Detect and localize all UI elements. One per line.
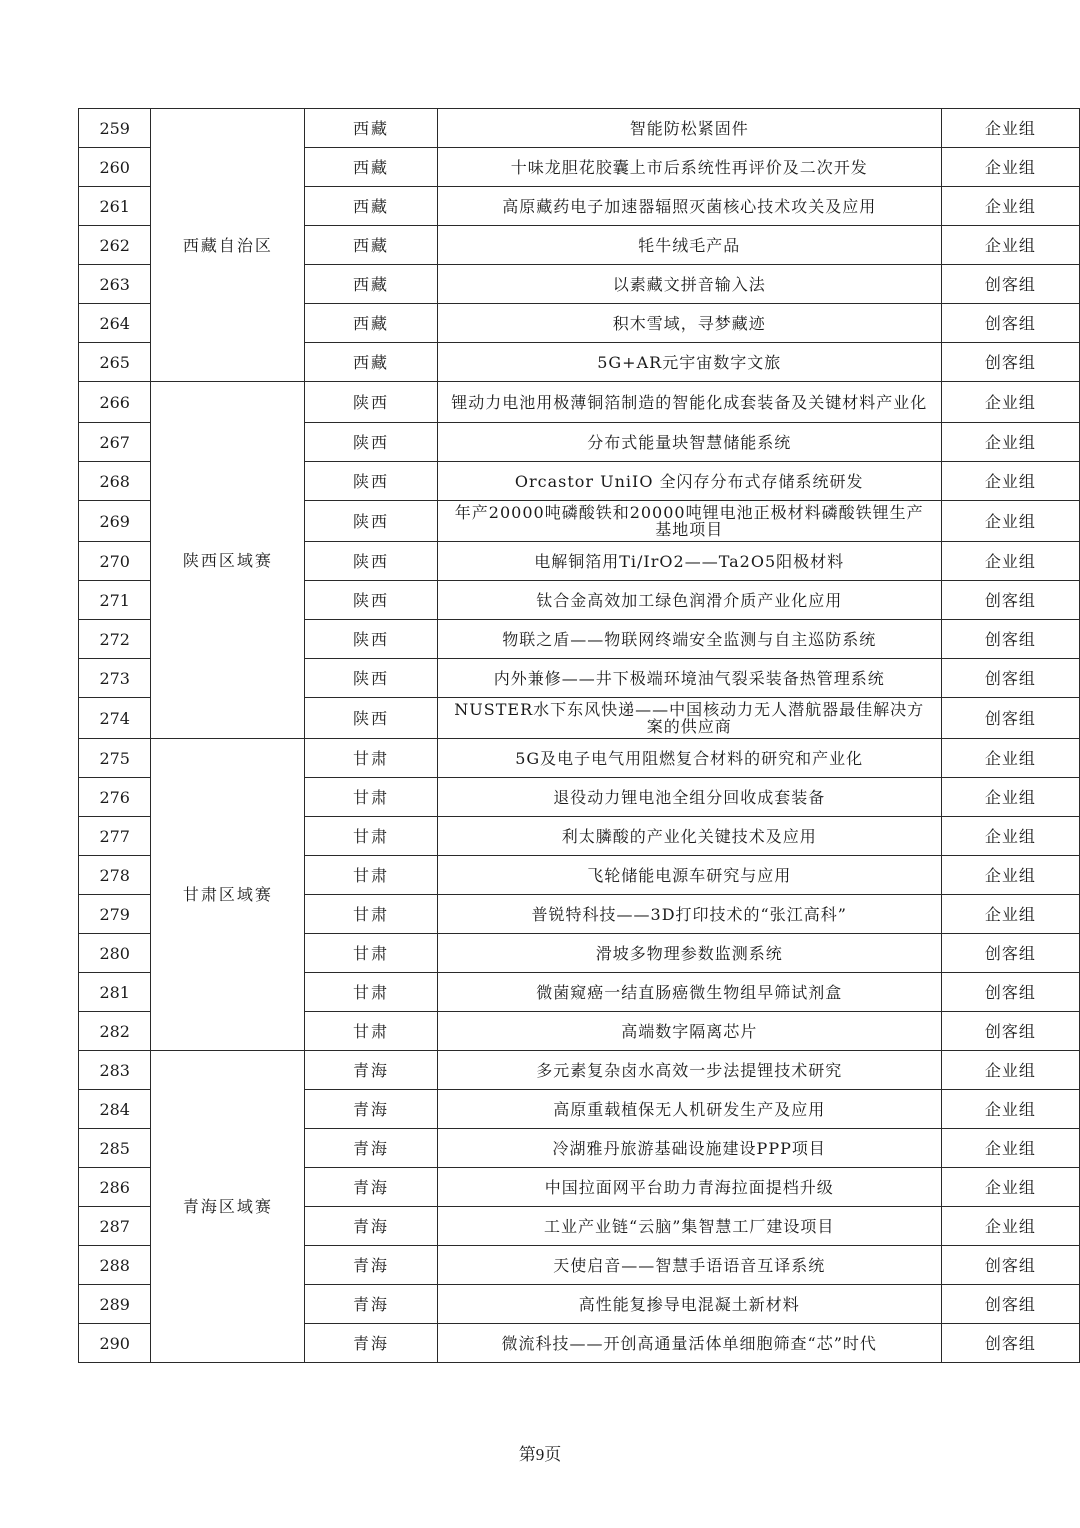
serial-number-cell: 283 <box>79 1051 151 1090</box>
group-cell: 企业组 <box>941 1129 1079 1168</box>
project-name-cell: 分布式能量块智慧储能系统 <box>437 423 941 462</box>
province-cell: 西藏 <box>305 304 437 343</box>
group-cell: 创客组 <box>941 304 1079 343</box>
serial-number-cell: 265 <box>79 343 151 382</box>
serial-number-cell: 268 <box>79 462 151 501</box>
serial-number-cell: 280 <box>79 934 151 973</box>
serial-number-cell: 290 <box>79 1324 151 1363</box>
province-cell: 陕西 <box>305 581 437 620</box>
table-row <box>79 739 1080 778</box>
province-cell: 陕西 <box>305 462 437 501</box>
region-cell: 甘肃区域赛 <box>151 739 305 1051</box>
group-cell: 企业组 <box>941 187 1079 226</box>
serial-number-cell: 271 <box>79 581 151 620</box>
group-cell: 企业组 <box>941 1090 1079 1129</box>
serial-number-cell: 289 <box>79 1285 151 1324</box>
province-cell: 甘肃 <box>305 778 437 817</box>
province-cell: 甘肃 <box>305 1012 437 1051</box>
province-cell: 西藏 <box>305 265 437 304</box>
province-cell: 陕西 <box>305 423 437 462</box>
project-name-cell: 电解铜箔用Ti/IrO2——Ta2O5阳极材料 <box>437 542 941 581</box>
project-name-cell: 高原藏药电子加速器辐照灭菌核心技术攻关及应用 <box>437 187 941 226</box>
project-name-cell: 5G及电子电气用阻燃复合材料的研究和产业化 <box>437 739 941 778</box>
serial-number-cell: 272 <box>79 620 151 659</box>
serial-number-cell: 276 <box>79 778 151 817</box>
project-name-cell: 工业产业链“云脑”集智慧工厂建设项目 <box>437 1207 941 1246</box>
province-cell: 陕西 <box>305 382 437 423</box>
group-cell: 企业组 <box>941 1207 1079 1246</box>
serial-number-cell: 267 <box>79 423 151 462</box>
serial-number-cell: 279 <box>79 895 151 934</box>
serial-number-cell: 262 <box>79 226 151 265</box>
serial-number-cell: 270 <box>79 542 151 581</box>
group-cell: 创客组 <box>941 343 1079 382</box>
project-name-cell: 天使启音——智慧手语语音互译系统 <box>437 1246 941 1285</box>
province-cell: 青海 <box>305 1129 437 1168</box>
province-cell: 青海 <box>305 1324 437 1363</box>
serial-number-cell: 284 <box>79 1090 151 1129</box>
project-name-cell: 十味龙胆花胶囊上市后系统性再评价及二次开发 <box>437 148 941 187</box>
province-cell: 甘肃 <box>305 739 437 778</box>
table-row <box>79 382 1080 423</box>
province-cell: 青海 <box>305 1051 437 1090</box>
province-cell: 甘肃 <box>305 934 437 973</box>
serial-number-cell: 275 <box>79 739 151 778</box>
group-cell: 企业组 <box>941 1051 1079 1090</box>
province-cell: 陕西 <box>305 542 437 581</box>
project-name-cell: 智能防松紧固件 <box>437 109 941 148</box>
project-name-cell: 高性能复掺导电混凝土新材料 <box>437 1285 941 1324</box>
province-cell: 陕西 <box>305 501 437 542</box>
project-name-cell: Orcastor UniIO 全闪存分布式存储系统研发 <box>437 462 941 501</box>
group-cell: 企业组 <box>941 817 1079 856</box>
project-name-cell: 中国拉面网平台助力青海拉面提档升级 <box>437 1168 941 1207</box>
project-name-cell: 微菌窥癌一结直肠癌微生物组早筛试剂盒 <box>437 973 941 1012</box>
project-name-cell: 物联之盾——物联网终端安全监测与自主巡防系统 <box>437 620 941 659</box>
project-name-cell: 钛合金高效加工绿色润滑介质产业化应用 <box>437 581 941 620</box>
serial-number-cell: 266 <box>79 382 151 423</box>
province-cell: 青海 <box>305 1246 437 1285</box>
project-name-cell: 高端数字隔离芯片 <box>437 1012 941 1051</box>
serial-number-cell: 277 <box>79 817 151 856</box>
group-cell: 企业组 <box>941 778 1079 817</box>
province-cell: 西藏 <box>305 187 437 226</box>
project-name-cell: 飞轮储能电源车研究与应用 <box>437 856 941 895</box>
group-cell: 创客组 <box>941 1246 1079 1285</box>
region-cell: 陕西区域赛 <box>151 382 305 739</box>
region-cell: 青海区域赛 <box>151 1051 305 1363</box>
serial-number-cell: 288 <box>79 1246 151 1285</box>
serial-number-cell: 261 <box>79 187 151 226</box>
group-cell: 创客组 <box>941 973 1079 1012</box>
project-name-cell: 以素藏文拼音输入法 <box>437 265 941 304</box>
group-cell: 企业组 <box>941 542 1079 581</box>
group-cell: 创客组 <box>941 620 1079 659</box>
serial-number-cell: 278 <box>79 856 151 895</box>
table-body <box>79 109 1080 1363</box>
serial-number-cell: 269 <box>79 501 151 542</box>
group-cell: 创客组 <box>941 265 1079 304</box>
page-number: 第9页 <box>518 1445 562 1464</box>
province-cell: 陕西 <box>305 620 437 659</box>
group-cell: 创客组 <box>941 1012 1079 1051</box>
serial-number-cell: 286 <box>79 1168 151 1207</box>
group-cell: 企业组 <box>941 423 1079 462</box>
project-name-cell: 内外兼修——井下极端环境油气裂采装备热管理系统 <box>437 659 941 698</box>
serial-number-cell: 282 <box>79 1012 151 1051</box>
province-cell: 青海 <box>305 1207 437 1246</box>
serial-number-cell: 287 <box>79 1207 151 1246</box>
project-name-cell: 退役动力锂电池全组分回收成套装备 <box>437 778 941 817</box>
province-cell: 甘肃 <box>305 973 437 1012</box>
group-cell: 企业组 <box>941 382 1079 423</box>
province-cell: 西藏 <box>305 148 437 187</box>
group-cell: 企业组 <box>941 462 1079 501</box>
project-list-table <box>78 108 1080 1363</box>
group-cell: 创客组 <box>941 934 1079 973</box>
province-cell: 甘肃 <box>305 856 437 895</box>
project-name-cell: 多元素复杂卤水高效一步法提锂技术研究 <box>437 1051 941 1090</box>
project-name-cell: 积木雪域，寻梦藏迹 <box>437 304 941 343</box>
group-cell: 创客组 <box>941 698 1079 739</box>
province-cell: 西藏 <box>305 109 437 148</box>
project-name-cell: NUSTER水下东风快递——中国核动力无人潜航器最佳解决方案的供应商 <box>437 698 941 739</box>
serial-number-cell: 274 <box>79 698 151 739</box>
group-cell: 企业组 <box>941 1168 1079 1207</box>
group-cell: 企业组 <box>941 226 1079 265</box>
province-cell: 陕西 <box>305 698 437 739</box>
province-cell: 甘肃 <box>305 895 437 934</box>
province-cell: 甘肃 <box>305 817 437 856</box>
province-cell: 西藏 <box>305 226 437 265</box>
project-name-cell: 年产20000吨磷酸铁和20000吨锂电池正极材料磷酸铁锂生产基地项目 <box>437 501 941 542</box>
group-cell: 企业组 <box>941 501 1079 542</box>
project-name-cell: 锂动力电池用极薄铜箔制造的智能化成套装备及关键材料产业化 <box>437 382 941 423</box>
table-row <box>79 1051 1080 1090</box>
project-name-cell: 微流科技——开创高通量活体单细胞筛查“芯”时代 <box>437 1324 941 1363</box>
project-name-cell: 牦牛绒毛产品 <box>437 226 941 265</box>
group-cell: 企业组 <box>941 895 1079 934</box>
serial-number-cell: 281 <box>79 973 151 1012</box>
province-cell: 陕西 <box>305 659 437 698</box>
table-row <box>79 109 1080 148</box>
province-cell: 青海 <box>305 1168 437 1207</box>
group-cell: 创客组 <box>941 581 1079 620</box>
project-name-cell: 高原重载植保无人机研发生产及应用 <box>437 1090 941 1129</box>
serial-number-cell: 259 <box>79 109 151 148</box>
serial-number-cell: 263 <box>79 265 151 304</box>
province-cell: 青海 <box>305 1285 437 1324</box>
project-name-cell: 滑坡多物理参数监测系统 <box>437 934 941 973</box>
project-name-cell: 5G+AR元宇宙数字文旅 <box>437 343 941 382</box>
region-cell: 西藏自治区 <box>151 109 305 382</box>
group-cell: 企业组 <box>941 856 1079 895</box>
group-cell: 创客组 <box>941 1324 1079 1363</box>
group-cell: 创客组 <box>941 1285 1079 1324</box>
group-cell: 企业组 <box>941 148 1079 187</box>
serial-number-cell: 264 <box>79 304 151 343</box>
group-cell: 创客组 <box>941 659 1079 698</box>
project-name-cell: 普锐特科技——3D打印技术的“张江高科” <box>437 895 941 934</box>
project-name-cell: 利太膦酸的产业化关键技术及应用 <box>437 817 941 856</box>
project-name-cell: 冷湖雅丹旅游基础设施建设PPP项目 <box>437 1129 941 1168</box>
serial-number-cell: 273 <box>79 659 151 698</box>
serial-number-cell: 285 <box>79 1129 151 1168</box>
group-cell: 企业组 <box>941 739 1079 778</box>
group-cell: 企业组 <box>941 109 1079 148</box>
province-cell: 青海 <box>305 1090 437 1129</box>
province-cell: 西藏 <box>305 343 437 382</box>
serial-number-cell: 260 <box>79 148 151 187</box>
